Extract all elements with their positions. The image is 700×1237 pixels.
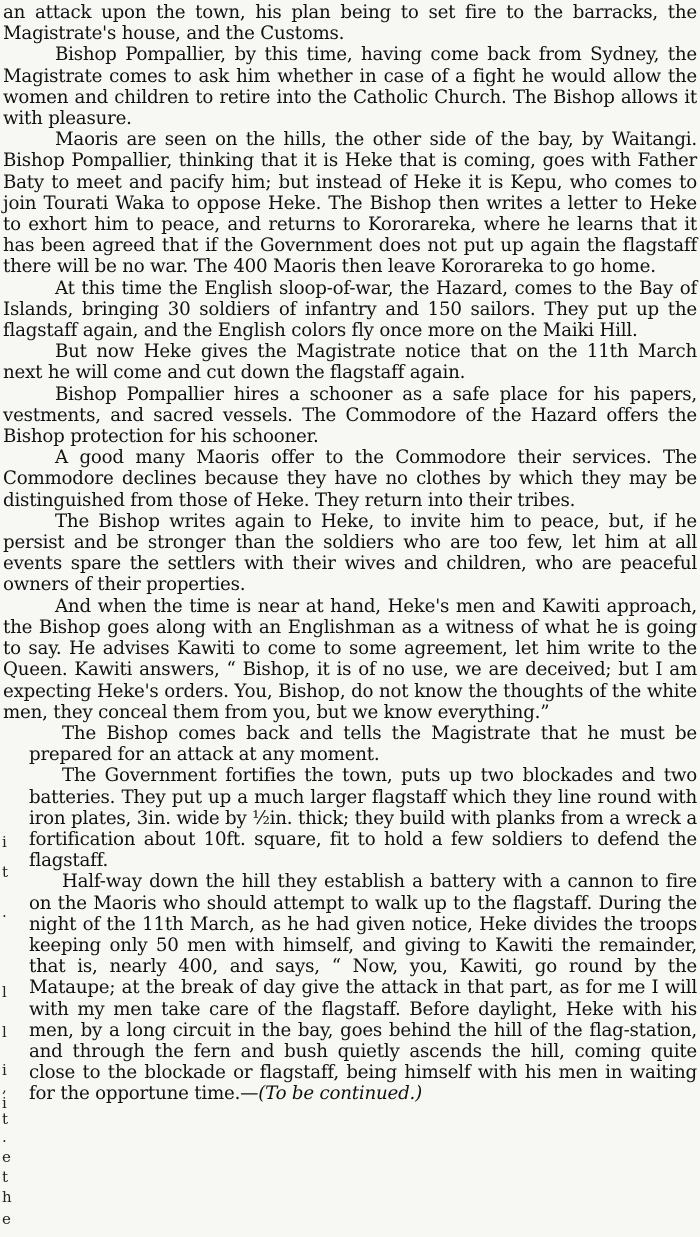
gutter-fragment: t: [2, 1168, 9, 1186]
gutter-fragment: l: [2, 983, 7, 1001]
paragraph-final-text: Half-way down the hill they establish a battery with a cannon to fire on the Maoris who should attempt to walk up to the flagstaff. During the night of the 11th March, as he had given notice, Heke divides the troops keeping only 50 men with himself, and giving to Kawiti the remainder, that is, nearly 400, and says, “ Now, you, Kawiti, go round by the Mataupe; at the break of day give the attack in that part, as for me I will with my men take care of the flagstaff. Before daylight, Heke with his men, by a long circuit in the bay, goes behind the hill of the flag-station, and through the fern and bush quietly ascends the hill, coming quite close to the blockade or flagstaff, being himself with his men in waiting for the opportune time.—: [29, 871, 697, 1105]
gutter-fragment: e: [2, 1148, 11, 1166]
gutter-fragment: i: [2, 1061, 7, 1079]
article-column: [3, 2, 697, 1105]
gutter-fragment: l: [2, 1023, 7, 1041]
gutter-fragment: i: [2, 1094, 7, 1112]
gutter-fragment: .: [2, 1128, 7, 1146]
gutter-fragment: .: [2, 903, 7, 921]
paragraph: At this time the English sloop-of-war, the Hazard, comes to the Bay of Islands, bringing 30 soldiers of infantry and 150 sailors. They put up the flagstaff again, and the English colors fly once more on the Maiki Hill.: [3, 277, 697, 342]
gutter-fragment: e: [2, 1210, 11, 1228]
paragraph-final: [3, 871, 697, 1104]
gutter-fragment: t: [2, 863, 9, 881]
paragraph: Bishop Pompallier, by this time, having come back from Sydney, the Magistrate comes to ask him whether in case of a fight he would allow the women and children to retire into the Catholic Church. The Bishop allows it with pleasure.: [3, 44, 697, 130]
paragraph: But now Heke gives the Magistrate notice that on the 11th March next he will come and cut down the flagstaff again.: [3, 341, 697, 384]
to-be-continued-note: (To be continued.): [258, 1083, 423, 1105]
paragraph: Maoris are seen on the hills, the other side of the bay, by Waitangi. Bishop Pompallier, thinking that it is Heke that is coming, goes with Father Baty to meet and pacify him; but instead of Heke it is Kepu, who comes to join Tourati Waka to oppose Heke. The Bishop then writes a letter to Heke to exhort him to peace, and returns to Kororareka, where he learns that it has been agreed that if the Government does not put up again the flagstaff there will be no war. The 400 Maoris then leave Kororareka to go home.: [3, 129, 697, 278]
gutter-fragment: t: [2, 1110, 9, 1128]
paragraph: And when the time is near at hand, Heke's men and Kawiti approach, the Bishop goes along with an Englishman as a witness of what he is going to say. He advises Kawiti to come to some agreement, let him write to the Queen. Kawiti answers, “ Bishop, it is of no use, we are deceived; but I am expecting Heke's orders. You, Bishop, do not know the thoughts of the white men, they conceal them from you, but we know everything.”: [3, 595, 697, 723]
gutter-fragment: h: [2, 1188, 12, 1206]
gutter-fragment: i: [2, 833, 7, 851]
paragraph: The Government fortifies the town, puts up two blockades and two batteries. They put up a much larger flagstaff which they line round with iron plates, 3in. wide by ½in. thick; they build with planks from a wreck a fortification about 10ft. square, fit to hold a few soldiers to defend the flagstaff.: [29, 765, 697, 872]
paragraph: A good many Maoris offer to the Commodore their services. The Commodore declines because they have no clothes by which they may be distinguished from those of Heke. They return into their tribes.: [3, 447, 697, 511]
paragraph: The Bishop writes again to Heke, to invite him to peace, but, if he persist and be stronger than the soldiers who are too few, let him at all events spare the settlers with their wives and children, who are peaceful owners of their properties.: [3, 510, 697, 596]
paragraph-continuation: an attack upon the town, his plan being to set fire to the barracks, the Magistrate's house, and the Customs.: [3, 2, 697, 45]
paragraph: The Bishop comes back and tells the Magistrate that he must be prepared for an attack at any moment.: [29, 722, 697, 766]
paragraph: Bishop Pompallier hires a schooner as a safe place for his papers, vestments, and sacred vessels. The Commodore of the Hazard offers the Bishop protection for his schooner.: [3, 383, 697, 448]
gutter-fragment: ,: [2, 1078, 7, 1096]
